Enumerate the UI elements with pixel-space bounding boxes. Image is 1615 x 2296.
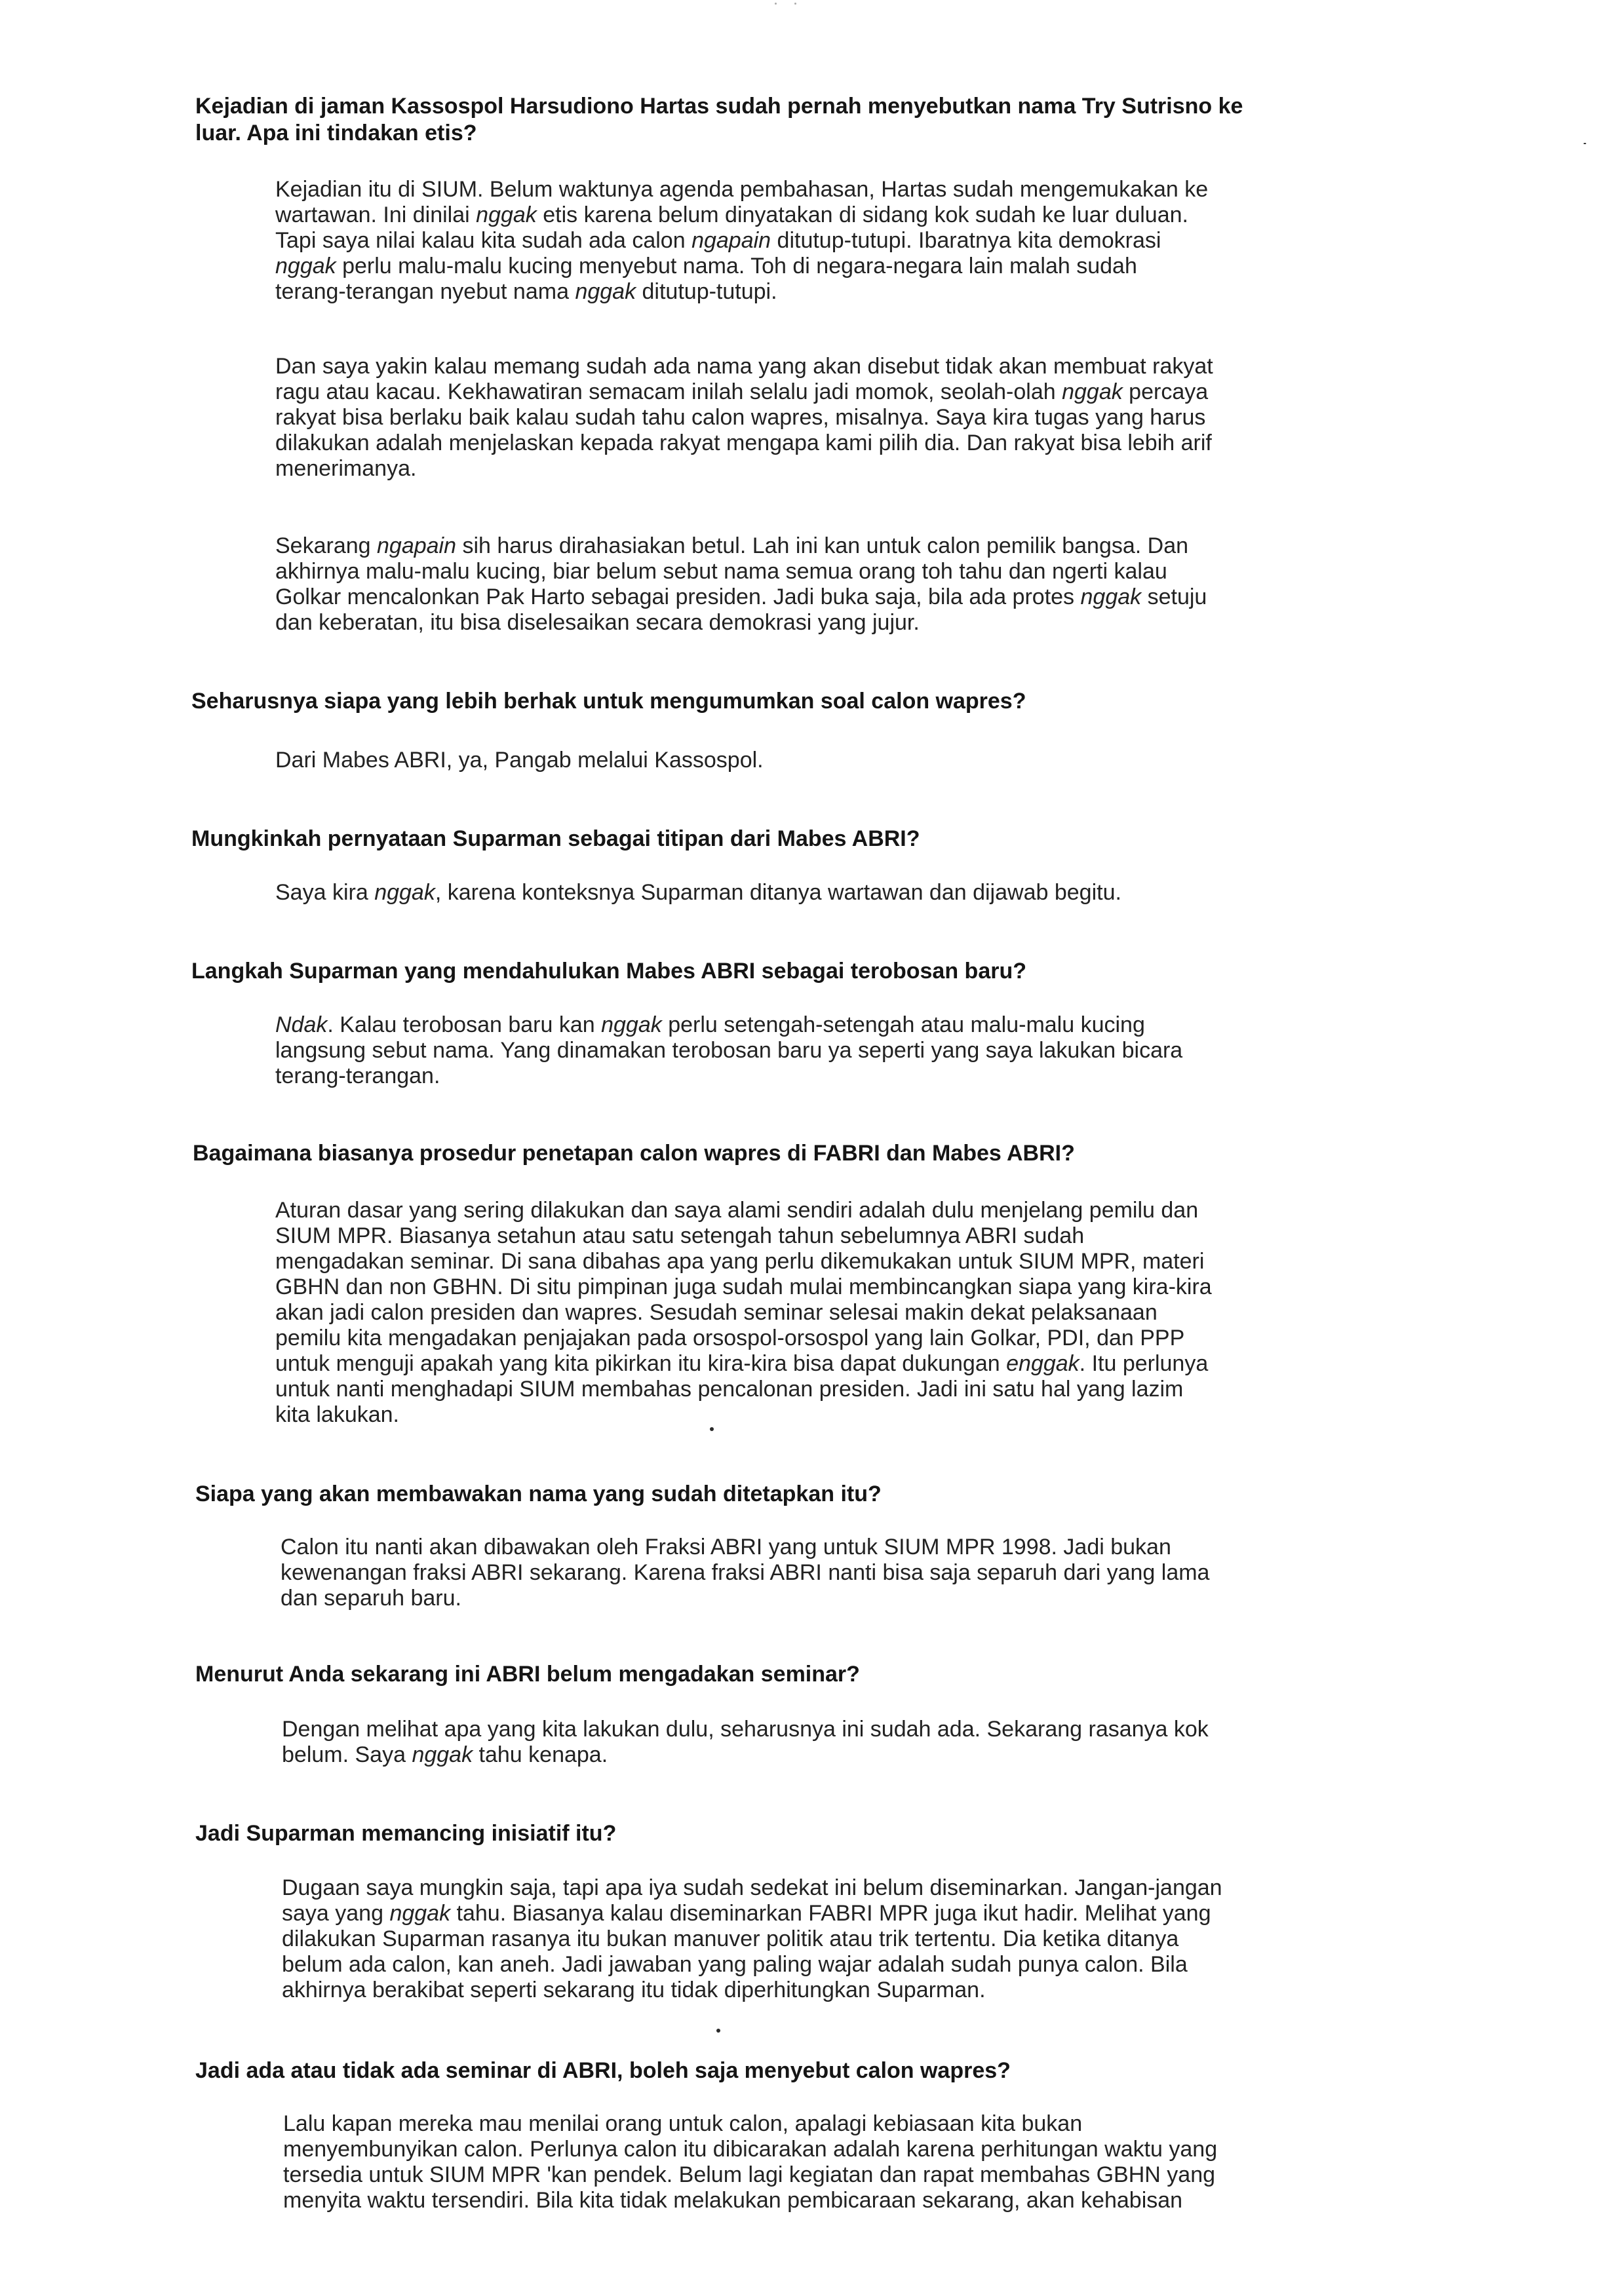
answer-line [282,1875,1331,1901]
answer-paragraph [275,880,1324,906]
answer-line [281,1560,1329,1586]
answer-paragraph [275,177,1324,305]
answer-text: terang-terangan nyebut nama [275,279,575,304]
answer-line [275,584,1324,610]
question-line: Jadi Suparman memancing inisiatif itu? [195,1821,617,1846]
answer-line [283,2111,1332,2137]
answer-line [275,1012,1324,1038]
answer-text: menerimanya. [275,456,417,481]
answer-text: ragu atau kacau. Kekhawatiran semacam inilah selalu jadi momok, seolah-olah [275,379,1062,404]
answer-italic-text: ngapain [691,228,771,253]
answer-line [282,1901,1331,1926]
answer-line [275,354,1324,379]
answer-block [275,177,1324,305]
answer-line [275,1198,1324,1223]
question-heading [195,2057,1480,2084]
answer-text: dan separuh baru. [281,1586,461,1611]
answer-block [275,880,1324,906]
question-line: Jadi ada atau tidak ada seminar di ABRI, boleh saja menyebut calon wapres? [195,2058,1011,2083]
question-heading [195,1820,1480,1847]
answer-text: Golkar mencalonkan Pak Harto sebagai presiden. Jadi buka saja, bila ada protes [275,584,1081,609]
answer-text: tahu kenapa. [473,1742,608,1767]
answer-line [282,1952,1331,1978]
answer-text: perlu setengah-setengah atau malu-malu kucing [661,1012,1145,1037]
answer-line [275,1274,1324,1300]
answer-text: Dengan melihat apa yang kita lakukan dulu, seharusnya ini sudah ada. Sekarang rasanya kok [282,1717,1209,1742]
answer-text: Sekarang [275,533,377,558]
answer-text: dan keberatan, itu bisa diselesaikan secara demokrasi yang jujur. [275,610,920,635]
answer-text: sih harus dirahasiakan betul. Lah ini kan untuk calon pemilik bangsa. Dan [456,533,1189,558]
answer-italic-text: nggak [1062,379,1123,404]
answer-line [275,748,1324,773]
answer-text: Lalu kapan mereka mau menilai orang untuk calon, apalagi kebiasaan kita bukan [283,2111,1083,2136]
answer-line [283,2188,1332,2213]
answer-block [283,2111,1332,2213]
answer-text: akhirnya berakibat seperti sekarang itu tidak diperhitungkan Suparman. [282,1978,986,2002]
answer-line [275,1377,1324,1402]
answer-line [283,2137,1332,2162]
answer-text: rakyat bisa berlaku baik kalau sudah tahu calon wapres, misalnya. Saya kira tugas yang harus [275,405,1206,430]
answer-text: tersedia untuk SIUM MPR 'kan pendek. Belum lagi kegiatan dan rapat membahas GBHN yang [283,2162,1216,2187]
scan-speck [710,1427,714,1431]
answer-line [275,430,1324,456]
answer-line [283,2162,1332,2188]
scan-speck [716,2029,720,2033]
answer-block [275,1012,1324,1089]
question-line: Seharusnya siapa yang lebih berhak untuk mengumumkan soal calon wapres? [191,689,1026,714]
answer-text: mengadakan seminar. Di sana dibahas apa yang perlu dikemukakan untuk SIUM MPR, materi [275,1249,1205,1274]
answer-italic-text: nggak [1080,584,1142,609]
answer-line [275,533,1324,559]
answer-paragraph [275,533,1324,636]
answer-text: kita lakukan. [275,1402,399,1427]
answer-text: pemilu kita mengadakan penjajakan pada orsospol-orsospol yang lain Golkar, PDI, dan PPP [275,1326,1185,1350]
answer-line [275,610,1324,636]
answer-text: wartawan. Ini dinilai [275,202,477,227]
answer-line [275,1326,1324,1351]
answer-italic-text: nggak [601,1012,662,1037]
answer-text: terang-terangan. [275,1063,440,1088]
answer-text: Kejadian itu di SIUM. Belum waktunya agenda pembahasan, Hartas sudah mengemukakan ke [275,177,1209,202]
answer-text: langsung sebut nama. Yang dinamakan terobosan baru ya seperti yang saya lakukan bicara [275,1038,1183,1063]
answer-text: setuju [1141,584,1207,609]
answer-italic-text: ngapain [377,533,457,558]
answer-text: akhirnya malu-malu kucing, biar belum sebut nama semua orang toh tahu dan ngerti kalau [275,559,1167,584]
answer-italic-text: enggak [1006,1351,1080,1376]
answer-line [275,177,1324,202]
answer-line [282,1926,1331,1952]
question-line: Menurut Anda sekarang ini ABRI belum mengadakan seminar? [195,1662,860,1687]
question-heading [195,1481,1480,1508]
answer-italic-text: nggak [374,880,435,905]
answer-text: . Itu perlunya [1079,1351,1209,1376]
answer-italic-text: nggak [275,254,336,278]
answer-text: Aturan dasar yang sering dilakukan dan saya alami sendiri adalah dulu menjelang pemilu dan [275,1198,1199,1223]
answer-line [275,202,1324,228]
answer-text: Saya kira [275,880,375,905]
question-heading [193,1140,1477,1167]
answer-italic-text: nggak [476,202,537,227]
answer-line [275,1249,1324,1274]
answer-italic-text: nggak [412,1742,473,1767]
answer-text: menyembunyikan calon. Perlunya calon itu dibicarakan adalah karena perhitungan waktu yang [283,2137,1218,2162]
answer-line [275,559,1324,584]
answer-text: kewenangan fraksi ABRI sekarang. Karena fraksi ABRI nanti bisa saja separuh dari yang lama [281,1560,1210,1585]
answer-text: SIUM MPR. Biasanya setahun atau satu setengah tahun sebelumnya ABRI sudah [275,1223,1085,1248]
answer-line [275,456,1324,482]
answer-line [275,405,1324,430]
answer-text: ditutup-tutupi. [636,279,777,304]
answer-text: tahu. Biasanya kalau diseminarkan FABRI MPR juga ikut hadir. Melihat yang [450,1901,1211,1926]
question-line: Mungkinkah pernyataan Suparman sebagai titipan dari Mabes ABRI? [191,826,920,851]
answer-text: belum. Saya [282,1742,412,1767]
answer-line [281,1535,1329,1560]
answer-text: menyita waktu tersendiri. Bila kita tidak melakukan pembicaraan sekarang, akan kehabisan [283,2188,1183,2213]
question-heading [195,1661,1480,1688]
answer-text: . Kalau terobosan baru kan [327,1012,602,1037]
answer-paragraph [275,1012,1324,1089]
answer-line [275,254,1324,279]
answer-text: saya yang [282,1901,390,1926]
answer-paragraph [281,1535,1329,1611]
answer-line [275,1402,1324,1428]
answer-text: perlu malu-malu kucing menyebut nama. Toh di negara-negara lain malah sudah [336,254,1137,278]
answer-text: percaya [1122,379,1209,404]
answer-text: , karena konteksnya Suparman ditanya wartawan dan dijawab begitu. [435,880,1121,905]
answer-block [275,748,1324,773]
answer-paragraph [275,1198,1324,1428]
answer-line [275,880,1324,906]
answer-block [282,1875,1331,2003]
answer-text: Dari Mabes ABRI, ya, Pangab melalui Kassospol. [275,748,764,773]
answer-italic-text: Ndak [275,1012,328,1037]
answer-text: Calon itu nanti akan dibawakan oleh Fraksi ABRI yang untuk SIUM MPR 1998. Jadi bukan [281,1535,1171,1559]
answer-text: Dan saya yakin kalau memang sudah ada nama yang akan disebut tidak akan membuat rakyat [275,354,1213,379]
answer-block [275,1198,1324,1428]
answer-line [275,379,1324,405]
scan-speck [775,3,777,5]
answer-paragraph [282,1717,1331,1768]
answer-paragraph [275,748,1324,773]
answer-text: ditutup-tutupi. Ibaratnya kita demokrasi [771,228,1161,253]
answer-line [282,1717,1331,1742]
answer-line [281,1586,1329,1611]
question-line: Langkah Suparman yang mendahulukan Mabes ABRI sebagai terobosan baru? [191,959,1027,984]
question-line: luar. Apa ini tindakan etis? [195,121,477,145]
answer-text: akan jadi calon presiden dan wapres. Sesudah seminar selesai makin dekat pelaksanaan [275,1300,1158,1325]
answer-text: Tapi saya nilai kalau kita sudah ada calon [275,228,692,253]
question-heading [191,688,1476,715]
question-heading [195,93,1480,147]
answer-line [275,1351,1324,1377]
answer-line [282,1742,1331,1768]
question-heading [191,958,1476,985]
answer-italic-text: nggak [389,1901,451,1926]
answer-line [275,1223,1324,1249]
question-heading [191,826,1476,852]
answer-paragraph [275,354,1324,482]
answer-paragraph [283,2111,1332,2213]
question-line: Bagaimana biasanya prosedur penetapan calon wapres di FABRI dan Mabes ABRI? [193,1141,1075,1166]
answer-block [282,1717,1331,1768]
answer-text: untuk menguji apakah yang kita pikirkan itu kira-kira bisa dapat dukungan [275,1351,1007,1376]
answer-block [275,354,1324,482]
answer-line [275,279,1324,305]
question-line: Siapa yang akan membawakan nama yang sudah ditetapkan itu? [195,1482,882,1506]
scan-speck [1584,143,1586,144]
answer-line [282,1978,1331,2003]
answer-line [275,1300,1324,1326]
answer-text: Dugaan saya mungkin saja, tapi apa iya sudah sedekat ini belum diseminarkan. Jangan-jangan [282,1875,1222,1900]
answer-text: belum ada calon, kan aneh. Jadi jawaban yang paling wajar adalah sudah punya calon. Bila [282,1952,1188,1977]
answer-text: untuk nanti menghadapi SIUM membahas pencalonan presiden. Jadi ini satu hal yang lazim [275,1377,1184,1402]
answer-text: GBHN dan non GBHN. Di situ pimpinan juga sudah mulai membincangkan siapa yang kira-kira [275,1274,1212,1299]
answer-block [275,533,1324,636]
answer-line [275,1063,1324,1089]
question-line: Kejadian di jaman Kassospol Harsudiono Hartas sudah pernah menyebutkan nama Try Sutrisno ke [195,94,1243,119]
answer-line [275,228,1324,254]
answer-line [275,1038,1324,1063]
answer-block [281,1535,1329,1611]
answer-text: etis karena belum dinyatakan di sidang kok sudah ke luar duluan. [536,202,1188,227]
scan-speck [794,3,796,5]
answer-paragraph [282,1875,1331,2003]
answer-text: dilakukan adalah menjelaskan kepada rakyat mengapa kami pilih dia. Dan rakyat bisa lebih arif [275,430,1212,455]
answer-text: dilakukan Suparman rasanya itu bukan manuver politik atau trik tertentu. Dia ketika ditanya [282,1926,1179,1951]
answer-italic-text: nggak [575,279,636,304]
